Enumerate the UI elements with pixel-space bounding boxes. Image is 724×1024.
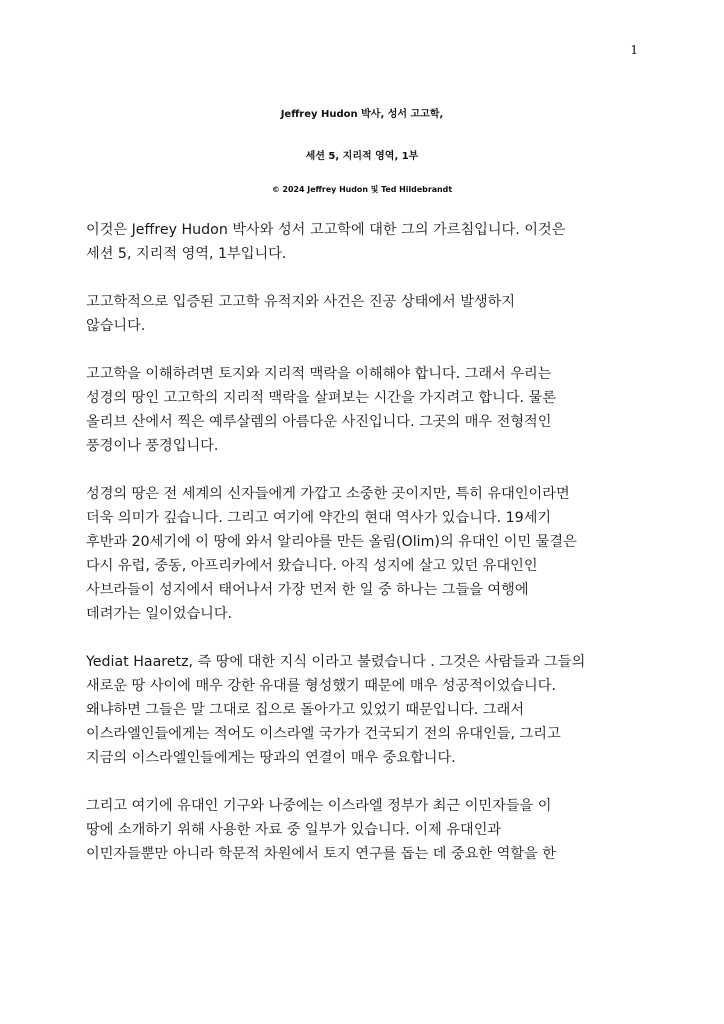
text-line: 그리고 여기에 유대인 기구와 나중에는 이스라엘 정부가 최근 이민자들을 이 bbox=[86, 798, 552, 814]
text-line: 이민자들뿐만 아니라 학문적 차원에서 토지 연구를 돕는 데 중요한 역할을 한 bbox=[86, 846, 556, 862]
text-line: 지금의 이스라엘인들에게는 땅과의 연결이 매우 중요합니다. bbox=[86, 750, 456, 766]
text-line: 새로운 땅 사이에 매우 강한 유대를 형성했기 때문에 매우 성공적이었습니다. bbox=[86, 678, 556, 694]
paragraph bbox=[86, 362, 646, 458]
text-line: Yediat Haaretz, 즉 땅에 대한 지식 이라고 불렸습니다 . 그것은 사람들과 그들의 bbox=[86, 654, 586, 670]
paragraph bbox=[86, 218, 646, 266]
text-line: 사브라들이 성지에서 태어나서 가장 먼저 한 일 중 하나는 그들을 여행에 bbox=[86, 582, 529, 598]
text-line: 풍경이나 풍경입니다. bbox=[86, 438, 219, 454]
body-text bbox=[86, 218, 646, 890]
text-line: 않습니다. bbox=[86, 318, 146, 334]
page-number: 1 bbox=[630, 43, 638, 57]
document-title-line-1: Jeffrey Hudon 박사, 성서 고고학, bbox=[280, 109, 444, 120]
text-line: 성경의 땅인 고고학의 지리적 맥락을 살펴보는 시간을 가지려고 합니다. 물론 bbox=[86, 390, 556, 406]
title-block bbox=[0, 94, 724, 195]
text-line: 이스라엘인들에게는 적어도 이스라엘 국가가 건국되기 전의 유대인들, 그리고 bbox=[86, 726, 561, 742]
paragraph bbox=[86, 794, 646, 866]
copyright-notice: © 2024 Jeffrey Hudon 및 Ted Hildebrandt bbox=[271, 185, 453, 194]
text-line: 고고학을 이해하려면 토지와 지리적 맥락을 이해해야 합니다. 그래서 우리는 bbox=[86, 366, 552, 382]
text-line: 후반과 20세기에 이 땅에 와서 알리야를 만든 올림(Olim)의 유대인 이민 물결은 bbox=[86, 534, 577, 550]
document-title-line-2: 세션 5, 지리적 영역, 1부 bbox=[305, 151, 419, 162]
text-line: 성경의 땅은 전 세계의 신자들에게 가깝고 소중한 곳이지만, 특히 유대인이라면 bbox=[86, 486, 570, 502]
text-line: 다시 유럽, 중동, 아프리카에서 왔습니다. 아직 성지에 살고 있던 유대인인 bbox=[86, 558, 538, 574]
text-line: 왜냐하면 그들은 말 그대로 집으로 돌아가고 있었기 때문입니다. 그래서 bbox=[86, 702, 525, 718]
text-line: 데려가는 일이었습니다. bbox=[86, 606, 233, 622]
paragraph bbox=[86, 482, 646, 626]
text-line: 고고학적으로 입증된 고고학 유적지와 사건은 진공 상태에서 발생하지 bbox=[86, 294, 516, 310]
text-line: 이것은 Jeffrey Hudon 박사와 성서 고고학에 대한 그의 가르침입니다. 이것은 bbox=[86, 222, 566, 238]
paragraph bbox=[86, 290, 646, 338]
text-line: 올리브 산에서 찍은 예루살렘의 아름다운 사진입니다. 그곳의 매우 전형적인 bbox=[86, 414, 552, 430]
text-line: 더욱 의미가 깊습니다. 그리고 여기에 약간의 현대 역사가 있습니다. 19세기 bbox=[86, 510, 552, 526]
text-line: 땅에 소개하기 위해 사용한 자료 중 일부가 있습니다. 이제 유대인과 bbox=[86, 822, 502, 838]
text-line: 세션 5, 지리적 영역, 1부입니다. bbox=[86, 246, 287, 262]
paragraph bbox=[86, 650, 646, 770]
